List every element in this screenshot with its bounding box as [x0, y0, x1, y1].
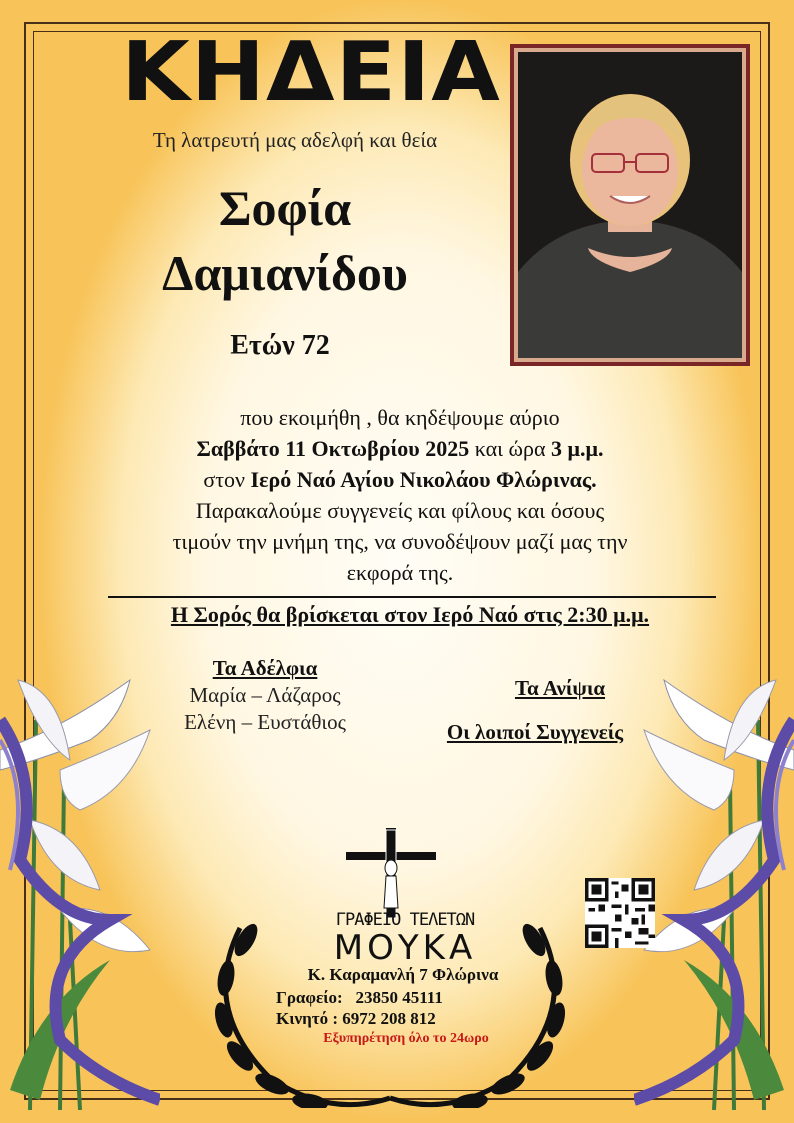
nephews-label: Τα Ανίψια [514, 676, 606, 700]
announcement-line-6: εκφορά της. [346, 560, 454, 585]
announcement-line-5: τιμούν την μνήμη της, να συνοδέψουν μαζί μας την [172, 529, 628, 554]
portrait-photo [518, 52, 742, 358]
viewing-notice: Η Σορός θα βρίσκεται στον Ιερό Ναό στις 2:30 μ.μ. [170, 602, 650, 627]
announcement-line-4: Παρακαλούμε συγγενείς και φίλους και όσους [195, 498, 605, 523]
deceased-name [70, 176, 500, 306]
notice-subtitle: Τη λατρευτή μας αδελφή και θεία [152, 128, 438, 152]
funeral-time: 3 μ.μ. [551, 436, 604, 461]
deceased-last-name: Δαμιανίδου [162, 245, 408, 301]
crucifix-icon [346, 828, 436, 918]
announcement-line-3 [70, 464, 730, 495]
sibling-pair-2: Ελένη – Ευστάθιος [184, 710, 346, 734]
siblings-heading: Τα Αδέλφια [212, 656, 318, 680]
portrait-frame [510, 44, 750, 366]
funeral-date: Σαββάτο 11 Οκτωβρίου 2025 [196, 436, 470, 461]
church-name: Ιερό Ναό Αγίου Νικολάου Φλώρινας. [250, 467, 597, 492]
calla-lily-icon [0, 660, 160, 1110]
service-hours: Εξυπηρέτηση όλο το 24ωρο [323, 1031, 489, 1046]
divider-top [108, 596, 716, 598]
mobile-phone: Κινητό : 6972 208 812 [276, 1009, 436, 1028]
siblings-block [120, 655, 410, 736]
office-phone: Γραφείο: 23850 45111 [276, 988, 443, 1007]
announcement-line-2 [70, 433, 730, 464]
calla-lily-icon [634, 660, 794, 1110]
relatives-label: Οι λοιποί Συγγενείς [446, 720, 624, 744]
funeral-home-address: Κ. Καραμανλή 7 Φλώρινα [307, 965, 499, 984]
notice-title: ΚΗΔΕΙΑ [121, 25, 501, 120]
deceased-age: Ετών 72 [230, 330, 330, 361]
qr-code-icon[interactable] [585, 878, 655, 948]
sibling-pair-1: Μαρία – Λάζαρος [189, 683, 341, 707]
funeral-office-label: ΓΡΑΦΕΙΟ ΤΕΛΕΤΩΝ [335, 910, 475, 930]
and-time-text: και ώρα [474, 436, 546, 461]
announcement-line-1: που εκοιμήθη , θα κηδέψουμε αύριο [240, 405, 560, 430]
funeral-home-name: ΜΟΥΚΑ [333, 928, 477, 968]
at-text: στον [203, 467, 246, 492]
announcement-text [70, 402, 730, 588]
deceased-first-name: Σοφία [218, 180, 352, 236]
